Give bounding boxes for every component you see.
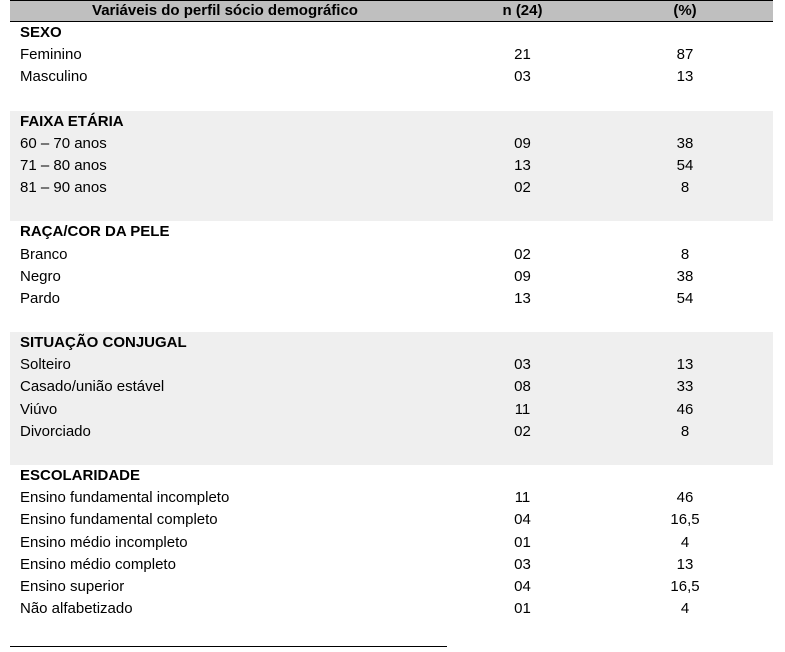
table-row <box>10 576 773 598</box>
row-percent: 8 <box>680 179 690 197</box>
row-n: 03 <box>514 356 531 374</box>
row-percent: 8 <box>680 245 690 263</box>
row-percent: 33 <box>676 378 694 396</box>
row-label: Solteiro <box>20 356 71 374</box>
table-group <box>10 22 773 111</box>
row-label: Não alfabetizado <box>20 600 133 618</box>
row-n: 04 <box>514 577 531 595</box>
table-header <box>10 0 773 22</box>
table-group <box>10 465 773 620</box>
table-group <box>10 332 773 465</box>
row-label: Negro <box>20 267 61 285</box>
row-n: 04 <box>514 511 531 529</box>
row-n: 01 <box>514 600 531 618</box>
row-label: Divorciado <box>20 422 91 440</box>
table-row <box>10 399 773 421</box>
sociodemographic-table <box>10 0 773 620</box>
row-percent: 16,5 <box>670 577 700 595</box>
row-percent: 54 <box>676 289 694 307</box>
table-row <box>10 155 773 177</box>
group-title: ESCOLARIDADE <box>20 467 141 484</box>
table-body <box>10 22 773 620</box>
row-percent: 4 <box>680 600 690 618</box>
table-row <box>10 177 773 199</box>
footnote-divider <box>10 646 447 647</box>
table-row <box>10 598 773 620</box>
group-title: SITUAÇÃO CONJUGAL <box>20 334 187 352</box>
group-spacer <box>10 199 773 221</box>
group-spacer <box>10 89 773 111</box>
row-n: 02 <box>514 422 531 440</box>
group-title-row <box>10 111 773 133</box>
row-percent: 13 <box>676 555 694 573</box>
table-row <box>10 244 773 266</box>
row-label: 71 – 80 anos <box>20 156 107 174</box>
table-row <box>10 133 773 155</box>
table-row <box>10 554 773 576</box>
row-percent: 13 <box>676 68 694 86</box>
row-n: 11 <box>514 489 531 507</box>
row-n: 13 <box>514 156 531 174</box>
table-row <box>10 354 773 376</box>
table-group <box>10 111 773 222</box>
table-row <box>10 421 773 443</box>
row-n: 09 <box>514 267 531 285</box>
table-row <box>10 376 773 398</box>
row-n: 01 <box>514 533 531 551</box>
row-percent: 38 <box>676 267 694 285</box>
group-title: RAÇA/COR DA PELE <box>20 223 170 241</box>
row-n: 02 <box>514 245 531 263</box>
row-n: 09 <box>514 134 531 152</box>
row-percent: 38 <box>676 134 694 152</box>
row-n: 13 <box>514 289 531 307</box>
group-title-row <box>10 221 773 243</box>
row-percent: 87 <box>676 46 694 64</box>
row-percent: 46 <box>676 489 694 507</box>
row-label: Ensino superior <box>20 577 125 595</box>
row-label: Ensino fundamental incompleto <box>20 489 230 507</box>
row-n: 21 <box>514 46 531 64</box>
group-title-row <box>10 465 773 487</box>
row-n: 02 <box>514 179 531 197</box>
row-percent: 8 <box>680 422 690 440</box>
row-label: 60 – 70 anos <box>20 134 107 152</box>
row-label: Branco <box>20 245 68 263</box>
header-percent: (%) <box>673 2 697 19</box>
table-group <box>10 221 773 332</box>
row-label: Feminino <box>20 46 82 64</box>
row-percent: 4 <box>680 533 690 551</box>
row-n: 11 <box>514 400 531 418</box>
table-row <box>10 532 773 554</box>
group-spacer <box>10 443 773 465</box>
group-spacer <box>10 310 773 332</box>
table-row <box>10 266 773 288</box>
group-title-row <box>10 22 773 44</box>
row-n: 08 <box>514 378 531 396</box>
row-label: Ensino médio incompleto <box>20 533 188 551</box>
row-percent: 13 <box>676 356 694 374</box>
row-label: Viúvo <box>20 400 58 418</box>
group-title: SEXO <box>20 24 62 41</box>
row-n: 03 <box>514 555 531 573</box>
table-row <box>10 509 773 531</box>
row-percent: 54 <box>676 156 694 174</box>
table-row <box>10 487 773 509</box>
row-percent: 46 <box>676 400 694 418</box>
row-label: Masculino <box>20 68 88 86</box>
row-label: Ensino fundamental completo <box>20 511 218 529</box>
table-row <box>10 44 773 66</box>
group-title-row <box>10 332 773 354</box>
row-label: Pardo <box>20 289 61 307</box>
table-row <box>10 288 773 310</box>
row-label: Ensino médio completo <box>20 555 176 573</box>
row-percent: 16,5 <box>670 511 700 529</box>
table-row <box>10 66 773 88</box>
row-label: 81 – 90 anos <box>20 179 107 197</box>
group-title: FAIXA ETÁRIA <box>20 112 124 130</box>
header-variable: Variáveis do perfil sócio demográfico <box>92 2 358 19</box>
header-n: n (24) <box>502 2 543 19</box>
row-label: Casado/união estável <box>20 378 165 396</box>
row-n: 03 <box>514 68 531 86</box>
